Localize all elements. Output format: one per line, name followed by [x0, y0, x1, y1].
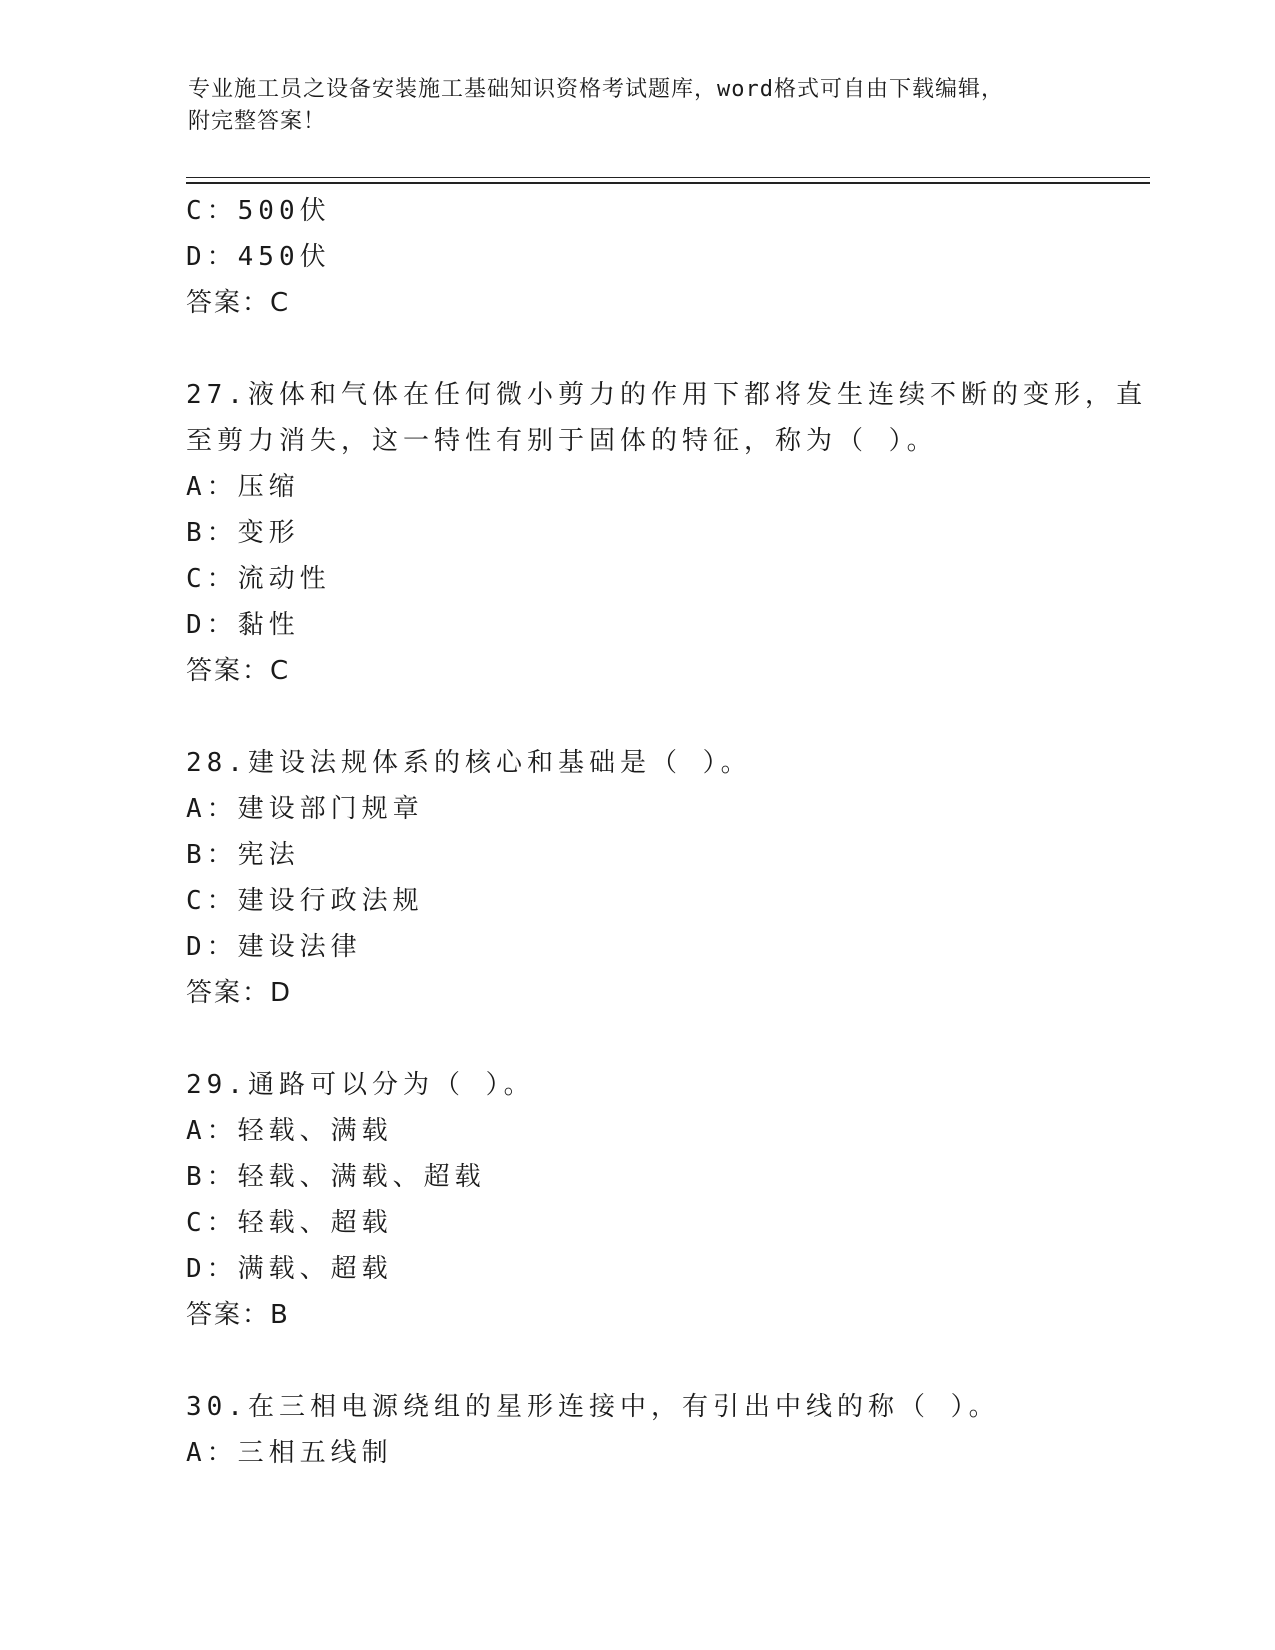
spacer	[186, 326, 1086, 372]
option-c: C：500伏	[186, 196, 331, 226]
question-26-tail	[186, 188, 1086, 326]
answer-label: 答案：B	[186, 1300, 290, 1330]
question-list	[186, 188, 1147, 1476]
option-a: A：建设部门规章	[186, 794, 424, 824]
header-line-2: 附完整答案！	[188, 109, 327, 134]
question-28	[186, 740, 1086, 1016]
header-divider-thin	[186, 177, 1150, 178]
question-stem: 29.通路可以分为（ ）。	[186, 1070, 535, 1100]
question-stem: 30.在三相电源绕组的星形连接中，有引出中线的称（ ）。	[186, 1392, 1000, 1422]
header-line-1: 专业施工员之设备安装施工基础知识资格考试题库，word格式可自由下载编辑，	[188, 77, 1004, 102]
question-stem-line-2: 至剪力消失，这一特性有别于固体的特征，称为（ ）。	[186, 426, 938, 456]
question-27	[186, 372, 1147, 694]
question-stem-line-1: 27.液体和气体在任何微小剪力的作用下都将发生连续不断的变形，直	[186, 380, 1147, 410]
option-d: D：黏性	[186, 610, 300, 640]
answer-label: 答案：C	[186, 656, 291, 686]
option-a: A：压缩	[186, 472, 300, 502]
option-a: A：轻载、满载	[186, 1116, 393, 1146]
answer-label: 答案：D	[186, 978, 293, 1008]
option-d: D：满载、超载	[186, 1254, 393, 1284]
option-b: B：宪法	[186, 840, 300, 870]
spacer	[186, 1016, 1086, 1062]
question-29	[186, 1062, 1086, 1338]
answer-label: 答案：C	[186, 288, 291, 318]
option-c: C：建设行政法规	[186, 886, 424, 916]
option-a: A：三相五线制	[186, 1438, 393, 1468]
option-d: D：建设法律	[186, 932, 362, 962]
option-b: B：变形	[186, 518, 300, 548]
question-stem: 28.建设法规体系的核心和基础是（ ）。	[186, 748, 752, 778]
document-header	[188, 74, 1088, 138]
header-divider-thick	[186, 182, 1150, 184]
option-d: D：450伏	[186, 242, 331, 272]
question-30	[186, 1384, 1086, 1476]
option-c: C：流动性	[186, 564, 331, 594]
option-c: C：轻载、超载	[186, 1208, 393, 1238]
spacer	[186, 1338, 1086, 1384]
spacer	[186, 694, 1086, 740]
option-b: B：轻载、满载、超载	[186, 1162, 486, 1192]
